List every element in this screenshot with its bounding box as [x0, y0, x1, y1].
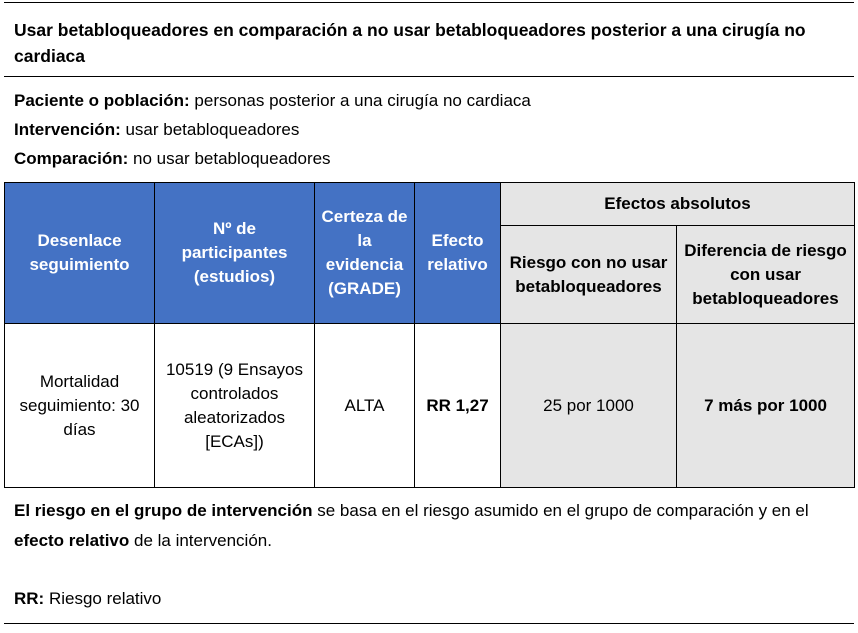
header-outcome: Desenlace seguimiento: [5, 183, 155, 324]
comparison-label: Comparación:: [14, 149, 129, 168]
note-text-1: se basa en el riesgo asumido en el grupo de comparación y en el: [312, 501, 809, 520]
page-title: Usar betabloqueadores en comparación a no usar betabloqueadores posterior a una cirugía no cardiaca: [14, 20, 806, 66]
cell-risk-without: 25 por 1000: [501, 324, 677, 488]
intervention-line: [14, 120, 299, 140]
note-bold-intervention-risk: El riesgo en el grupo de intervención: [14, 501, 313, 520]
abbr-value: Riesgo relativo: [44, 589, 162, 608]
top-rule: [4, 2, 854, 3]
header-certainty: Certeza de la evidencia (GRADE): [315, 183, 415, 324]
title-rule: [4, 76, 854, 77]
cell-participants: 10519 (9 Ensayos controlados aleatorizados [ECAs]): [155, 324, 315, 488]
population-line: [14, 91, 531, 111]
abbr-label: RR:: [14, 589, 45, 608]
header-absolute-effects: Efectos absolutos: [501, 183, 855, 226]
table-row: [5, 324, 855, 488]
comparison-line: [14, 149, 331, 169]
bottom-rule: [4, 623, 854, 624]
cell-certainty: ALTA: [315, 324, 415, 488]
cell-risk-difference: 7 más por 1000: [677, 324, 855, 488]
header-risk-without: Riesgo con no usar betabloqueadores: [501, 226, 677, 324]
population-value: personas posterior a una cirugía no cardiaca: [189, 91, 531, 110]
abbreviation-note: [14, 584, 844, 614]
header-participants: Nº de participantes (estudios): [155, 183, 315, 324]
header-relative-effect: Efecto relativo: [415, 183, 501, 324]
intervention-risk-note: [14, 496, 844, 556]
cell-outcome: Mortalidad seguimiento: 30 días: [5, 324, 155, 488]
intervention-value: usar betabloqueadores: [120, 120, 300, 139]
population-label: Paciente o población:: [14, 91, 190, 110]
header-risk-difference: Diferencia de riesgo con usar betabloqueadores: [677, 226, 855, 324]
note-bold-relative-effect: efecto relativo: [14, 531, 130, 550]
note-text-2: de la intervención.: [129, 531, 272, 550]
summary-of-findings-table: [4, 182, 855, 488]
intervention-label: Intervención:: [14, 120, 121, 139]
comparison-value: no usar betabloqueadores: [128, 149, 331, 168]
cell-relative-effect: RR 1,27: [415, 324, 501, 488]
